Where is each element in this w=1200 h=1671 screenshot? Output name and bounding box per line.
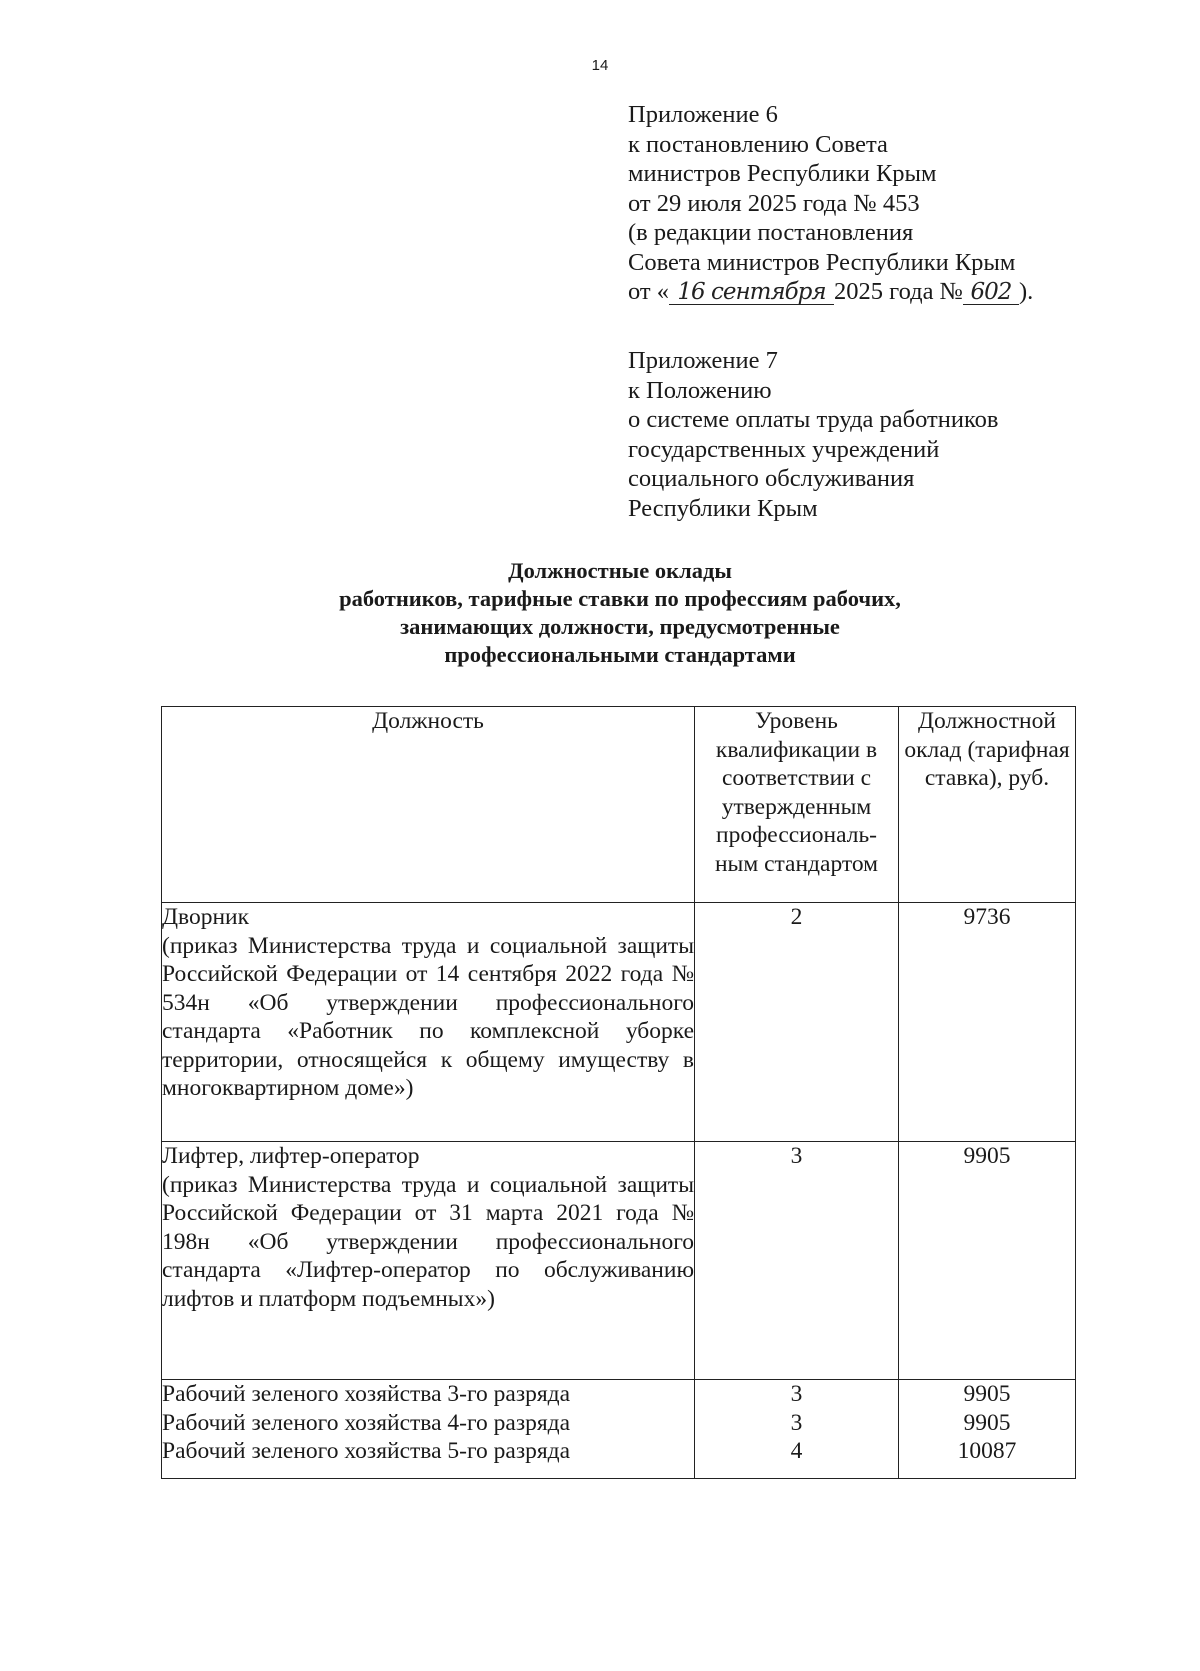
appendix-7-line: о системе оплаты труда работников [628, 406, 999, 433]
table-row [162, 903, 1076, 1142]
appendix-7-line: государственных учреждений [628, 435, 940, 463]
appendix-6-line: от 29 июля 2025 года № 453 [628, 189, 920, 217]
appendix-6-date-line [628, 277, 1033, 307]
appendix-6-line: министров Республики Крым [628, 160, 937, 187]
salary-cell: 9905 [899, 1142, 1076, 1380]
level-cell: 2 [695, 903, 899, 1142]
level-cell: 3 [695, 1142, 899, 1380]
position-title: Рабочий зеленого хозяйства 5-го разряда [162, 1438, 571, 1464]
table-row [162, 1380, 1076, 1479]
level-value: 3 [790, 1381, 803, 1407]
position-basis: (приказ Министерства труда и социальной защиты Российской Федерации от 14 сентября 2022 года № 534н «Об утверждении профессионального стандарта «Работник по комплексной уборке территории, относящейся к общему имуществу в многоквартирном доме») [162, 932, 694, 1101]
table-header-row [162, 707, 1076, 903]
appendix-6-line: (в редакции постановления [628, 219, 914, 246]
salary-value: 9905 [963, 1381, 1011, 1407]
appendix-6-header [628, 100, 1033, 307]
appendix-6-line: Совета министров Республики Крым [628, 248, 1016, 276]
appendix-7-line: социального обслуживания [628, 465, 915, 492]
position-title: Лифтер, лифтер-оператор [162, 1143, 420, 1169]
appendix-7-line: Приложение 7 [628, 347, 778, 374]
appendix-7-line: к Положению [628, 376, 772, 404]
table-row [162, 1142, 1076, 1380]
position-cell [162, 903, 695, 1142]
header-position: Должность [162, 707, 695, 903]
level-value: 4 [790, 1438, 803, 1464]
position-cell [162, 1380, 695, 1479]
position-cell [162, 1142, 695, 1380]
page-number: 14 [591, 57, 609, 74]
header-salary: Должностной оклад (тарифная ставка), руб. [899, 707, 1076, 903]
salary-value: 9905 [963, 1409, 1011, 1436]
date-middle: 2025 года № [834, 278, 963, 305]
position-basis: (приказ Министерства труда и социальной защиты Российской Федерации от 31 марта 2021 года № 198н «Об утверждении профессионального стандарта «Лифтер-оператор по обслуживанию лифтов и платформ подъемных») [162, 1171, 694, 1312]
salary-cell [899, 1380, 1076, 1479]
level-value: 3 [790, 1409, 803, 1436]
salary-value: 10087 [957, 1438, 1017, 1464]
appendix-7-line: Республики Крым [628, 494, 818, 522]
title-line: занимающих должности, предусмотренные [400, 614, 840, 639]
appendix-7-header [628, 346, 998, 523]
salary-table [161, 706, 1076, 1479]
position-title: Рабочий зеленого хозяйства 3-го разряда [162, 1381, 571, 1407]
position-title: Дворник [162, 904, 250, 930]
title-line: работников, тарифные ставки по профессиям рабочих, [339, 586, 901, 611]
handwritten-number: 602 [963, 280, 1019, 305]
level-cell [695, 1380, 899, 1479]
title-line: Должностные оклады [508, 558, 732, 583]
document-title [140, 557, 1100, 669]
header-qualification-level: Уровень квалификации в соответствии с утвержденным профессиональ-ным стандартом [695, 707, 899, 903]
appendix-6-line: к постановлению Совета [628, 130, 888, 158]
appendix-6-line: Приложение 6 [628, 101, 778, 128]
salary-cell: 9736 [899, 903, 1076, 1142]
handwritten-date: 16 сентября [669, 280, 834, 305]
date-suffix: ). [1018, 278, 1034, 305]
date-prefix: от « [628, 278, 670, 305]
position-title: Рабочий зеленого хозяйства 4-го разряда [162, 1409, 571, 1436]
title-line: профессиональными стандартами [444, 642, 796, 667]
